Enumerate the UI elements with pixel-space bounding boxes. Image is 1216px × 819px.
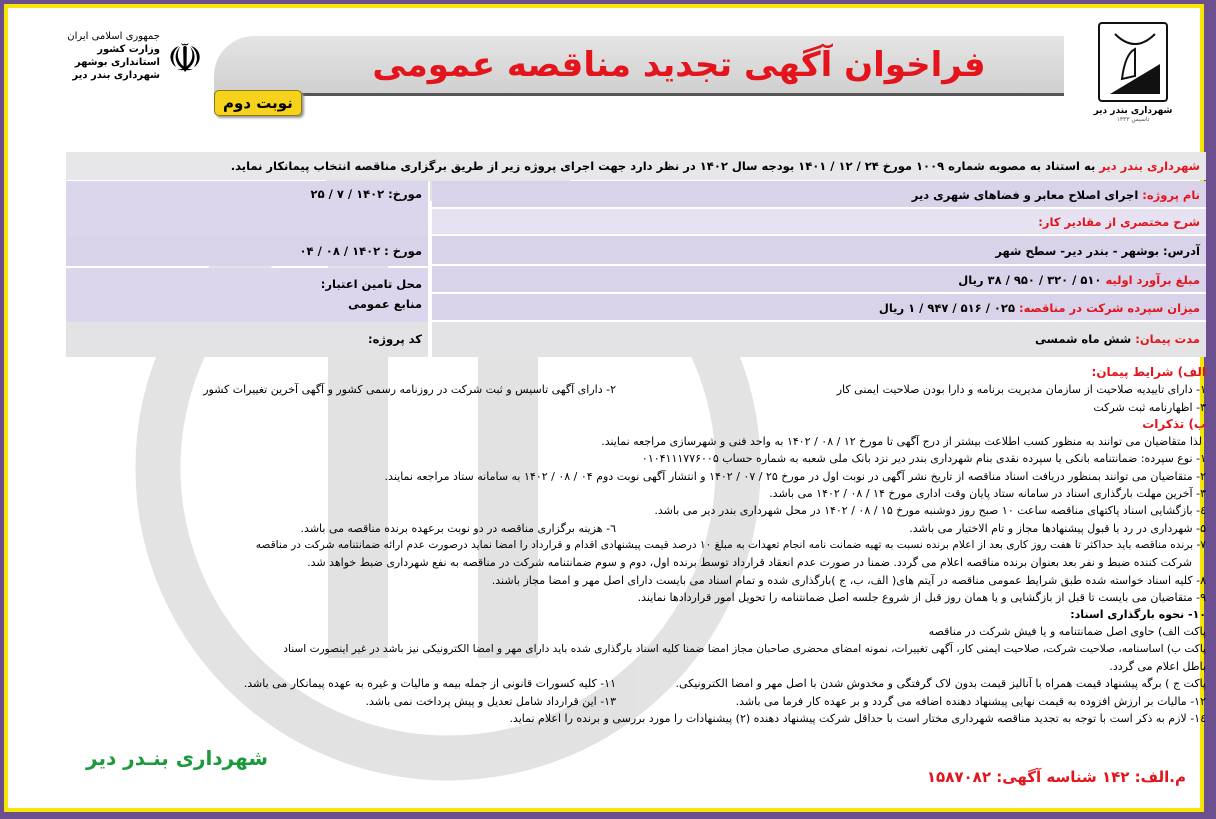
government-header [66, 30, 160, 82]
note-5: ۵- شهرداری در رد یا قبول پیشنهادها مجاز و تام الاختیار می باشد. [909, 521, 1206, 535]
note-row [66, 520, 1206, 537]
label: مورخ: [388, 187, 422, 201]
note-9: ۹- متقاضیان می بایست تا قبل از بازگشایی و یا همان روز قبل از شروع جلسه اصل ضمانتنامه را تحویل امور قراردادها نمایند. [637, 590, 1206, 604]
intro-bar [66, 152, 1206, 180]
note-14: ۱٤- لازم به ذکر است با توجه به تجدید مناقصه شهرداری مختار است با حداقل شرکت پیشنهاد دهنده (۲) پیشنهادات را مورد بررسی و برنده را اعلام نماید. [509, 711, 1206, 725]
title-banner [214, 36, 1064, 96]
page-title: فراخوان آگهی تجدید مناقصه عمومی [372, 45, 986, 85]
terms-body [66, 364, 1206, 727]
condition-3: ۳- اظهارنامه ثبت شرکت [1093, 400, 1206, 414]
label: مبلغ برآورد اولیه [1105, 273, 1200, 287]
label: مدت پیمان: [1135, 332, 1200, 346]
condition-2: ۲- دارای آگهی تاسیس و ثبت شرکت در روزنامه رسمی کشور و آگهی آخرین تغییرات کشور [203, 383, 616, 397]
project-table [66, 181, 1206, 357]
note-13: ۱۳- این قرارداد شامل تعدیل و پیش پرداخت نمی باشد. [365, 694, 616, 708]
note-2: ۲- متقاضیان می توانند بمنظور دریافت اسناد مناقصه از تاریخ نشر آگهی در نوبت اول در مورخ ۲۵ / ۰۷ / ۱۴۰۲ و انتشار آگهی نوبت دوم ۰۴ / ۰۸ / ۱۴۰۲ به سامانه ستاد مراجعه نمایند. [384, 469, 1206, 483]
round-badge: نوبت دوم [214, 90, 302, 116]
envelope-b: پاکت ب) اساسنامه، صلاحیت شرکت، صلاحیت ایمنی کار، آگهی تغییرات، نمونه امضای محضری صاحبان مجاز امضا ضمنا کلیه اسناد بارگذاری شده باید دارای مهر و امضا الکترونیکی نیز باشد در غیر اینصورت اسناد [283, 642, 1206, 655]
note-0: لذا متقاضیان می توانند به منظور کسب اطلاعت بیشتر از درج آگهی تا مورخ ۱۲ / ۰۸ / ۱۴۰۲ به واحد فنی و شهرسازی مراجعه نمایند. [601, 435, 1202, 449]
label: مورخ : [384, 244, 422, 258]
envelope-b-cont: باطل اعلام می گردد. [1109, 660, 1206, 674]
label: کد پروژه: [368, 332, 422, 346]
cell-funding [66, 268, 430, 322]
notes-heading: ب) تذکرات [1142, 416, 1206, 431]
note-10: ۱۰- نحوه بارگذاری اسناد: [1070, 608, 1206, 622]
row-duration [432, 322, 1206, 357]
logo-caption: شهرداری بندر دیر [1093, 106, 1173, 116]
label: شرح مختصری از مقادیر کار: [1038, 215, 1200, 229]
gov-line: شهرداری بندر دیر [72, 70, 160, 81]
condition-row [66, 381, 1206, 398]
value: شش ماه شمسی [1035, 332, 1136, 346]
intro-text: به استناد به مصوبه شماره ۱۰۰۹ مورخ ۲۴ / ۱۲ / ۱۴۰۱ بودجه سال ۱۴۰۲ در نظر دارد جهت اجرای پروژه زیر از طریق برگزاری مناقصه انتخاب پیمانکار نماید. [230, 159, 1100, 173]
value: ۱۴۰۲ / ۷ / ۲۵ [310, 187, 389, 201]
footer-org: شهرداری بنـدر دیر [86, 746, 268, 770]
iran-emblem-icon: ☫ [167, 36, 203, 82]
value: ۱۴۰۲ / ۰۸ / ۰۴ [299, 244, 385, 258]
cell-date2 [66, 236, 430, 266]
label: محل تامین اعتبار: [320, 277, 422, 291]
note-7: ۷- برنده مناقصه باید حداکثر تا هفت روز کاری بعد از اعلام برنده نسبت به تهیه ضمانت نامه انجام تعهدات به مبلغ ۱۰ درصد قیمت پیشنهادی اقدام و قرارداد را امضا نماید درصورت عدم ارائه ضمانتنامه شرکت در مناقصه [255, 538, 1206, 551]
ad-frame [4, 4, 1204, 812]
gov-line: جمهوری اسلامی ایران [67, 31, 160, 42]
note-3: ۳- آخرین مهلت بارگذاری اسناد در سامانه ستاد پایان وقت اداری مورخ ۱۴ / ۰۸ / ۱۴۰۲ می باشد. [769, 487, 1206, 501]
note-row [66, 693, 1206, 710]
value: ۰۲۵ / ۵۱۶ / ۹۴۷ / ۱ ریال [878, 301, 1019, 315]
row-description [432, 209, 1206, 236]
label: نام پروژه: [1142, 188, 1200, 202]
row-address [432, 236, 1206, 266]
value: آدرس: بوشهر - بندر دیر- سطح شهر [995, 244, 1200, 258]
footer-reference: م.الف: ۱۴۲ شناسه آگهی: ۱۵۸۷۰۸۲ [926, 768, 1186, 786]
row-deposit [432, 294, 1206, 322]
note-4: ٤- بازگشایی اسناد پاکتهای مناقصه ساعت ۱۰ صبح روز دوشنبه مورخ ۱۵ / ۰۸ / ۱۴۰۲ در محل شهرداری بندر دیر می باشد. [654, 504, 1206, 518]
logo-subcaption: تاسیس ۱۳۳۳ [1116, 116, 1150, 123]
note-12: ۱۲- مالیات بر ارزش افزوده به قیمت نهایی پیشنهاد دهنده اضافه می گردد و بر عهده کار فرما می باشد. [735, 694, 1206, 708]
cell-code [66, 322, 430, 357]
note-row [66, 675, 1206, 692]
value: ۵۱۰ / ۳۲۰ / ۹۵۰ / ۳۸ ریال [958, 273, 1106, 287]
value: منابع عمومی [348, 297, 422, 311]
row-project [432, 181, 1206, 209]
envelope-c: پاکت ج ) برگه پیشنهاد قیمت همراه با آنالیز قیمت بدون لاک گرفتگی و مخدوش شدن با اصل مهر و امضا الکترونیکی. [675, 677, 1206, 691]
note-6: ٦- هزینه برگزاری مناقصه در دو نوبت برعهده برنده مناقصه می باشد. [300, 521, 616, 535]
label: میزان سپرده شرکت در مناقصه: [1018, 301, 1200, 315]
envelope-a: پاکت الف) حاوی اصل ضمانتنامه و یا فیش شرکت در مناقصه [928, 625, 1206, 639]
note-11: ۱۱- کلیه کسورات قانونی از جمله بیمه و مالیات و غیره به عهده پیمانکار می باشد. [243, 677, 616, 691]
note-7-cont: شرکت کننده ضبط و نفر بعد بعنوان برنده مناقصه اعلام می گردد. ضمنا در صورت عدم انعقاد قرارداد توسط برنده اول، دوم و سوم ضمانتنامه شرکت در مناقصه به نفع شهرداری ضبط خواهد شد. [307, 556, 1192, 570]
conditions-heading: الف) شرایط پیمان: [1091, 365, 1206, 379]
gov-line: استانداری بوشهر [74, 57, 160, 68]
note-1: ۱- نوع سپرده: ضمانتنامه بانکی یا سپرده نقدی بنام شهرداری بندر دیر نزد بانک ملی شعبه به شماره حساب ۰۱۰۴۱۱۱۷۷۶۰۰۵ [641, 452, 1206, 466]
condition-1: ۱- دارای تاییدیه صلاحیت از سازمان مدیریت برنامه و دارا بودن صلاحیت ایمنی کار [836, 383, 1206, 397]
row-estimate [432, 266, 1206, 294]
intro-org: شهرداری بندر دیر [1099, 159, 1200, 173]
value: اجرای اصلاح معابر و فضاهای شهری دیر [911, 188, 1143, 202]
gov-line: وزارت کشور [97, 44, 160, 55]
note-8: ۸- کلیه اسناد خواسته شده طبق شرایط عمومی مناقصه در آیتم های( الف، ب، ج )بارگذاری شده و تمام اسناد می بایست دارای اصل مهر و امضا مجاز باشند. [491, 573, 1206, 587]
municipality-logo [1078, 22, 1188, 123]
